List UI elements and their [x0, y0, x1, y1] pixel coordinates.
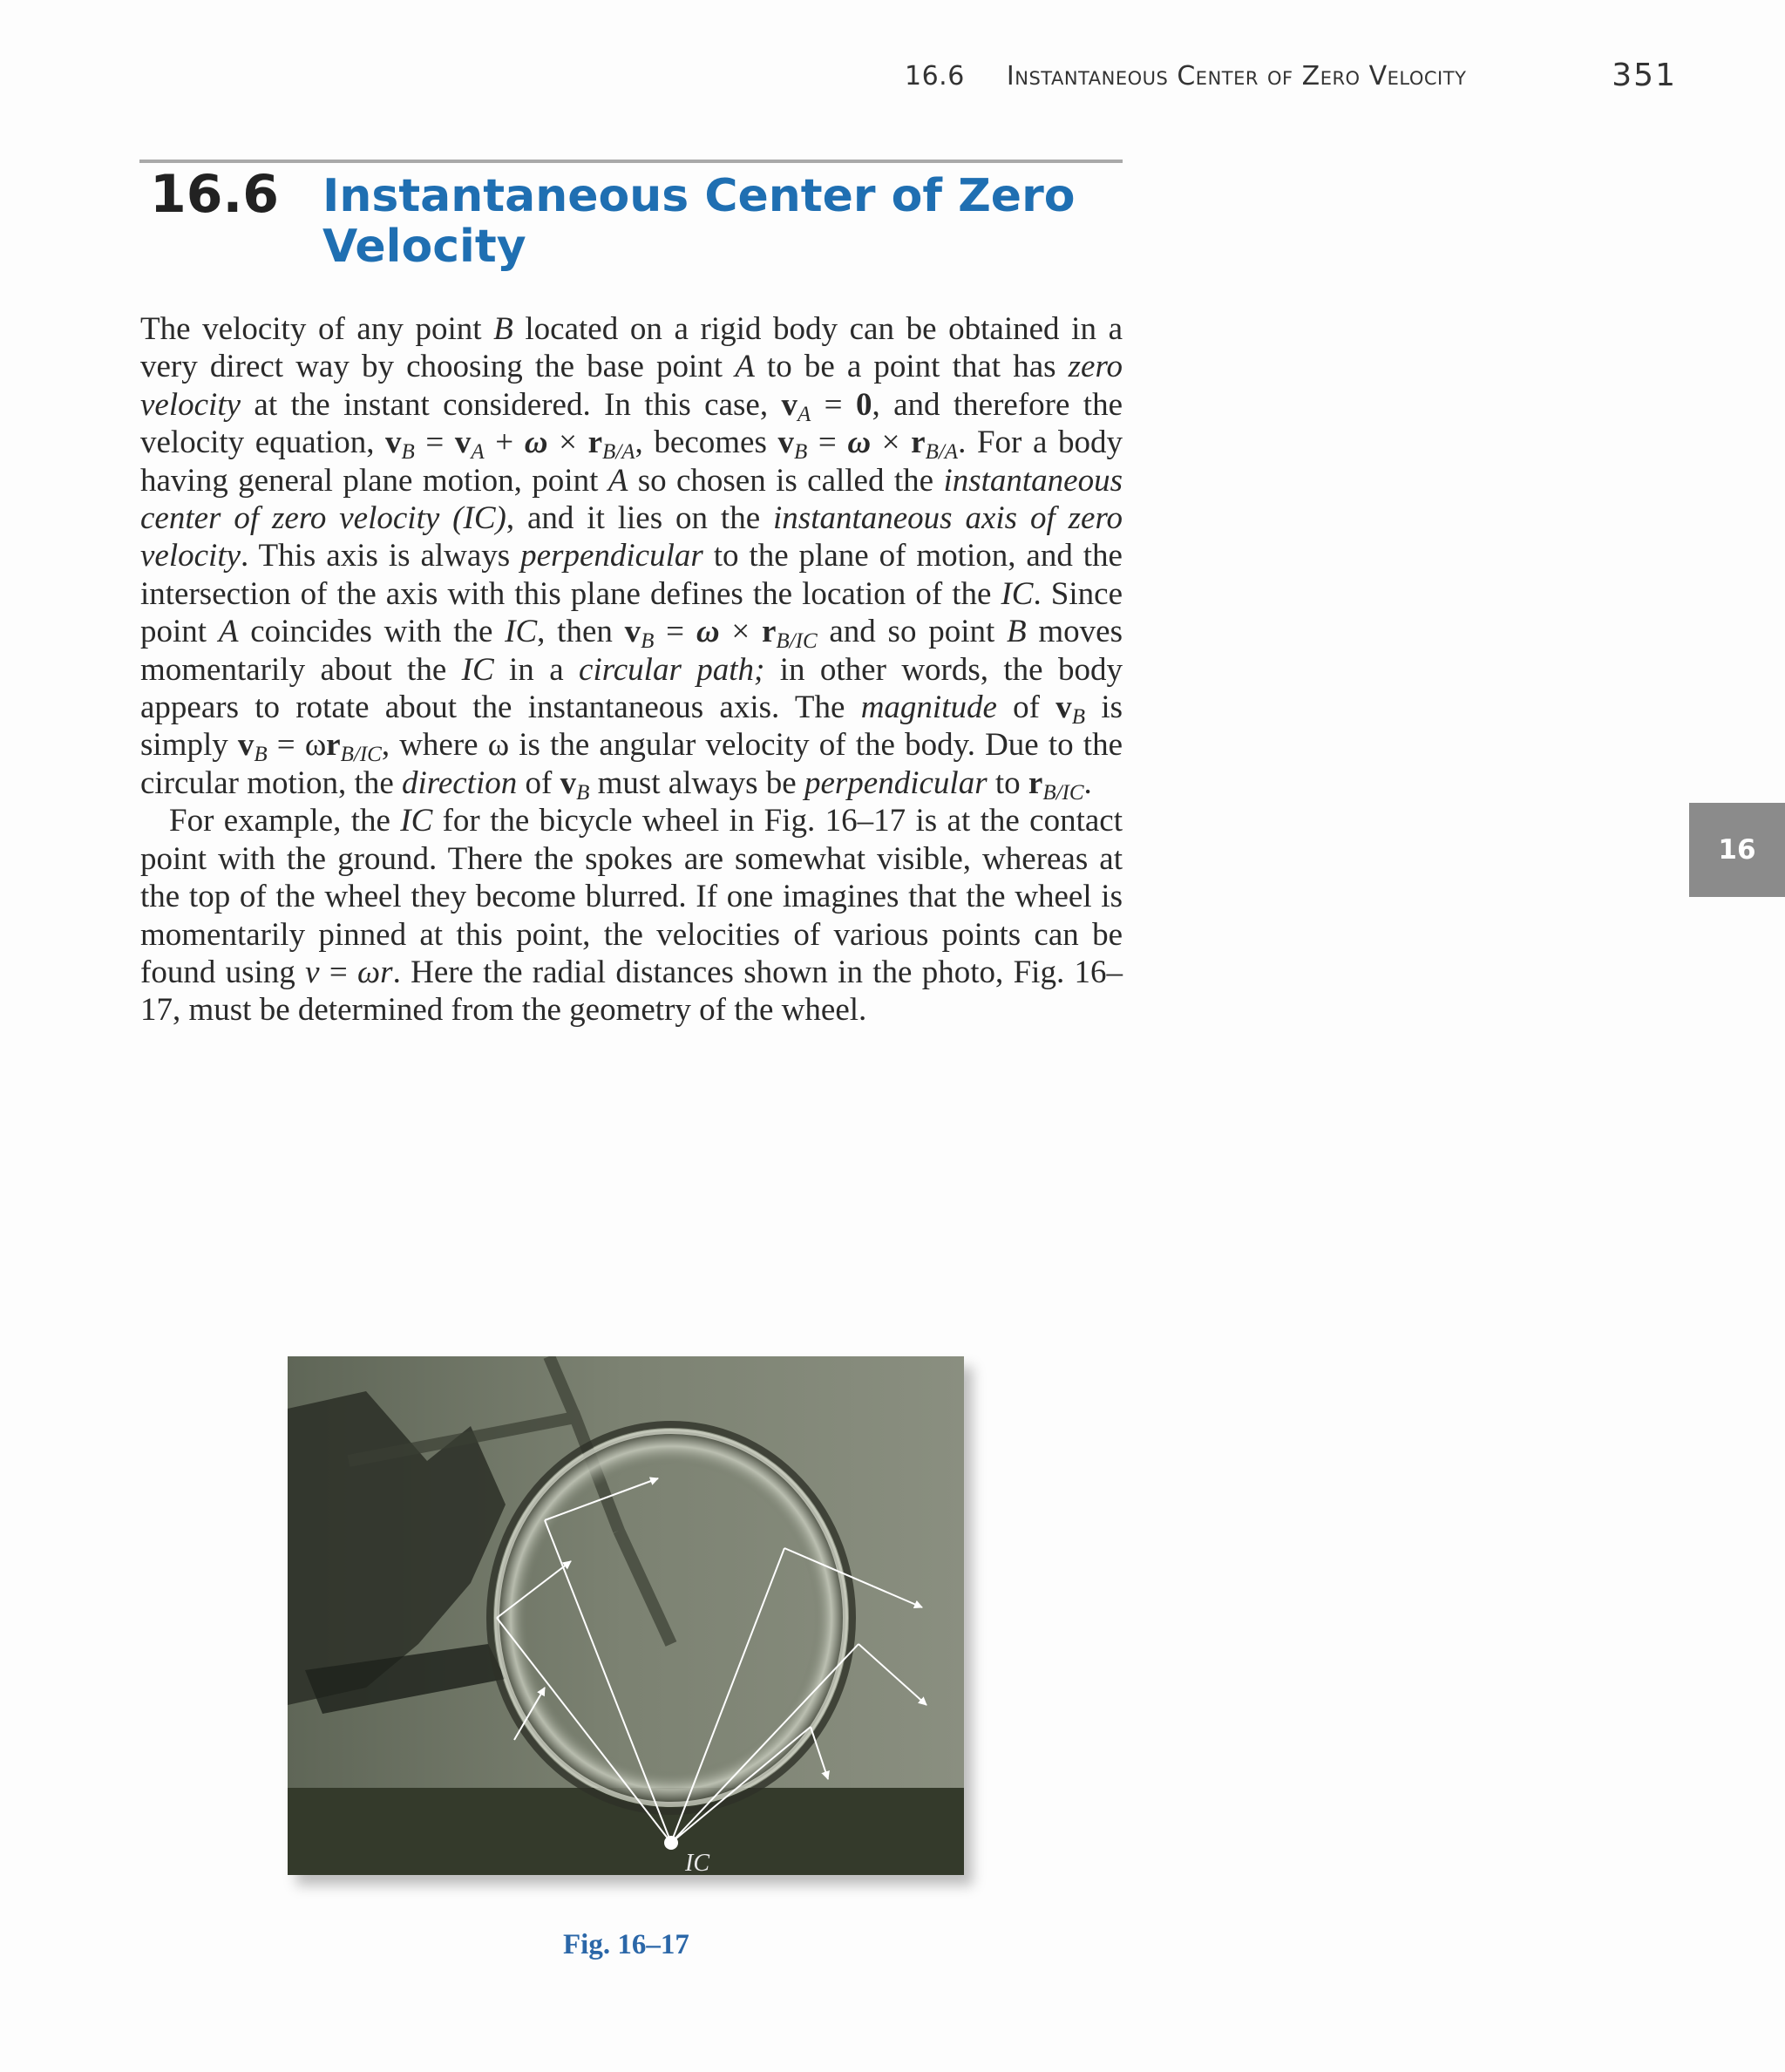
- section-title-line1: Instantaneous Center of Zero: [322, 170, 1076, 222]
- bicycle-wheel-photo: [288, 1356, 964, 1875]
- figure-caption: Fig. 16–17: [563, 1929, 689, 1960]
- paragraph-1: The velocity of any point B located on a rigid body can be obtained in a very direct way by choosing the base point A to be a point that has zero velocity at the instant considered. In this case, $v_A = 0$, and therefore the velocity equation, $v_B = v_A + \omega \times r_{B/A}$, becomes $v_B = \omega \times r_{B/A}$. For a body having general plane motion, point A so chosen is called the instantaneous center of zero velocity (IC), and it lies on the instantaneous axis of zero velocity. This axis is always perpendicular to the plane of motion, and the intersection of the axis with this plane defines the location of the IC. Since point A coincides with the IC, then $v_B = \omega \times r_{B/IC}$ and so point B moves momentarily about the IC in a circular path; in other words, the body appears to rotate about the instantaneous axis. The magnitude of $v_B$ is simply $v_B = \omega r_{B/IC}$, where ω is the angular velocity of the body. Due to the circular motion, the direction of $v_B$ must always be perpendicular to $r_{B/IC}$.: [140, 311, 1123, 805]
- section-rule: [139, 160, 1123, 163]
- paragraph-2: For example, the IC for the bicycle wheel in Fig. 16–17 is at the contact point with the ground. There the spokes are somewhat visible, whereas at the top of the wheel they become blurred. If one imagines that the wheel is momentarily pinned at this point, the velocities of various points can be found using v = ωr. Here the radial distances shown in the photo, Fig. 16–17, must be determined from the geometry of the wheel.: [140, 803, 1123, 1029]
- section-number: 16.6: [150, 164, 280, 225]
- section-title-line2: Velocity: [322, 221, 526, 273]
- chapter-tab: 16: [1689, 803, 1785, 897]
- body-text: [140, 310, 1123, 1029]
- page-number: 351: [1612, 58, 1677, 93]
- running-head: [905, 61, 1466, 92]
- running-head-section-title: Instantaneous Center of Zero Velocity: [1006, 61, 1467, 92]
- running-head-section-number: 16.6: [905, 61, 965, 92]
- ic-point: [664, 1836, 678, 1850]
- photo-ground: [288, 1788, 964, 1875]
- section-title: [322, 171, 1107, 272]
- ic-label: IC: [685, 1850, 709, 1875]
